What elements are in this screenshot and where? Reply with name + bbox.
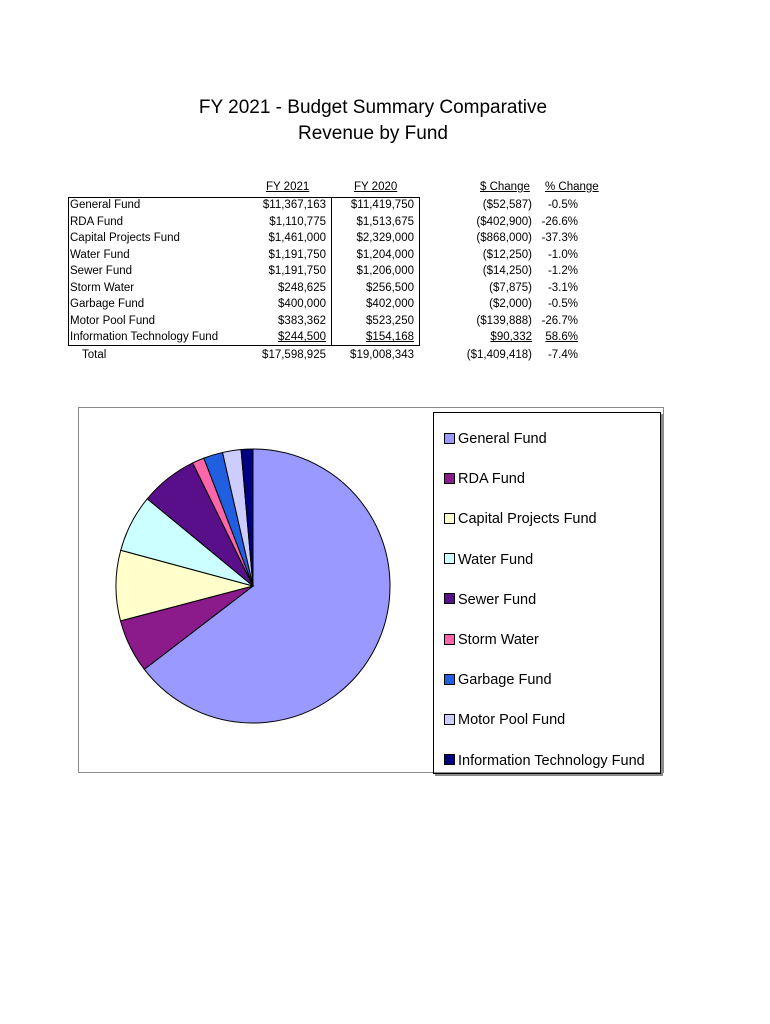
total-fy2021: $17,598,925 (262, 349, 326, 361)
cell-fy2020: $11,419,750 (350, 199, 414, 211)
legend-item (444, 751, 645, 771)
cell-pct: -37.3% (541, 232, 578, 244)
legend-item (444, 590, 536, 610)
cell-pct: -0.5% (547, 298, 578, 310)
legend-swatch (444, 473, 455, 484)
header-dollar-change: $ Change (480, 181, 530, 193)
legend-item (444, 469, 525, 489)
fund-name: Garbage Fund (70, 298, 145, 310)
header-percent-change: % Change (545, 181, 599, 193)
cell-pct: -26.6% (541, 215, 578, 228)
legend-swatch (444, 674, 455, 685)
cell-fy2020: $256,500 (366, 281, 414, 294)
cell-fy2020: $1,206,000 (356, 265, 414, 277)
fund-name: Storm Water (70, 281, 135, 294)
cell-change: ($2,000) (489, 298, 532, 310)
legend-label: Sewer Fund (458, 591, 537, 608)
cell-pct: -0.5% (547, 199, 578, 211)
cell-fy2020: $1,513,675 (356, 215, 414, 228)
cell-change: ($139,888) (476, 314, 532, 327)
cell-fy2021: $1,110,775 (269, 215, 326, 228)
fund-name: Information Technology Fund (70, 331, 219, 343)
cell-change: ($12,250) (482, 248, 532, 261)
cell-fy2021: $1,191,750 (268, 248, 326, 261)
pie-chart-frame (78, 407, 664, 773)
cell-fy2021: $383,362 (278, 314, 326, 327)
cell-change: ($14,250) (482, 265, 532, 277)
fund-name: General Fund (70, 199, 141, 211)
fund-name: Water Fund (70, 248, 130, 261)
cell-pct: 58.6% (545, 331, 578, 343)
fund-name: Sewer Fund (70, 265, 133, 277)
legend-label: Garbage Fund (458, 672, 552, 689)
legend-item (444, 509, 597, 529)
cell-change: ($868,000) (476, 232, 532, 244)
total-label: Total (82, 349, 107, 361)
cell-fy2020: $1,204,000 (356, 248, 414, 261)
legend-label: RDA Fund (458, 471, 525, 488)
legend-swatch (444, 714, 455, 725)
total-percent: -7.4% (547, 349, 578, 361)
cell-pct: -1.2% (547, 265, 578, 277)
chart-legend (433, 412, 661, 774)
fund-name: Motor Pool Fund (70, 314, 156, 327)
cell-change: $90,332 (490, 331, 532, 343)
cell-change: ($402,900) (476, 215, 532, 228)
legend-swatch (444, 513, 455, 524)
legend-item (444, 630, 539, 650)
legend-swatch (444, 433, 455, 444)
legend-label: Storm Water (458, 632, 539, 648)
cell-fy2020: $523,250 (366, 314, 414, 327)
cell-pct: -1.0% (547, 248, 578, 261)
cell-fy2021: $11,367,163 (262, 199, 326, 211)
cell-fy2020: $402,000 (366, 298, 414, 310)
column-divider (331, 197, 332, 346)
legend-swatch (444, 754, 455, 765)
cell-pct: -3.1% (547, 281, 578, 294)
cell-change: ($52,587) (482, 199, 532, 211)
legend-label: Motor Pool Fund (458, 712, 566, 729)
legend-item (444, 550, 533, 570)
cell-fy2020: $154,168 (366, 331, 414, 343)
legend-label: Information Technology Fund (458, 752, 645, 769)
cell-fy2021: $1,191,750 (268, 265, 326, 277)
header-fy2020: FY 2020 (354, 181, 398, 193)
cell-change: ($7,875) (489, 281, 532, 294)
legend-swatch (444, 593, 455, 604)
total-change: ($1,409,418) (466, 349, 532, 361)
cell-fy2021: $248,625 (278, 281, 326, 294)
page-subtitle: Revenue by Fund (298, 123, 448, 144)
legend-swatch (444, 553, 455, 564)
legend-label: General Fund (458, 431, 547, 447)
legend-item (444, 670, 552, 690)
cell-pct: -26.7% (541, 314, 578, 327)
fund-name: RDA Fund (70, 215, 124, 228)
legend-label: Capital Projects Fund (458, 511, 597, 528)
cell-fy2021: $1,461,000 (268, 232, 326, 244)
cell-fy2020: $2,329,000 (356, 232, 414, 244)
legend-item (444, 429, 547, 449)
cell-fy2021: $244,500 (278, 331, 326, 343)
fund-name: Capital Projects Fund (70, 232, 180, 244)
legend-swatch (444, 634, 455, 645)
total-fy2020: $19,008,343 (350, 349, 414, 361)
page-title: FY 2021 - Budget Summary Comparative (198, 97, 548, 118)
header-fy2021: FY 2021 (266, 181, 310, 193)
cell-fy2021: $400,000 (278, 298, 326, 310)
legend-item (444, 710, 565, 730)
pie-chart (79, 408, 431, 774)
legend-label: Water Fund (458, 551, 534, 568)
